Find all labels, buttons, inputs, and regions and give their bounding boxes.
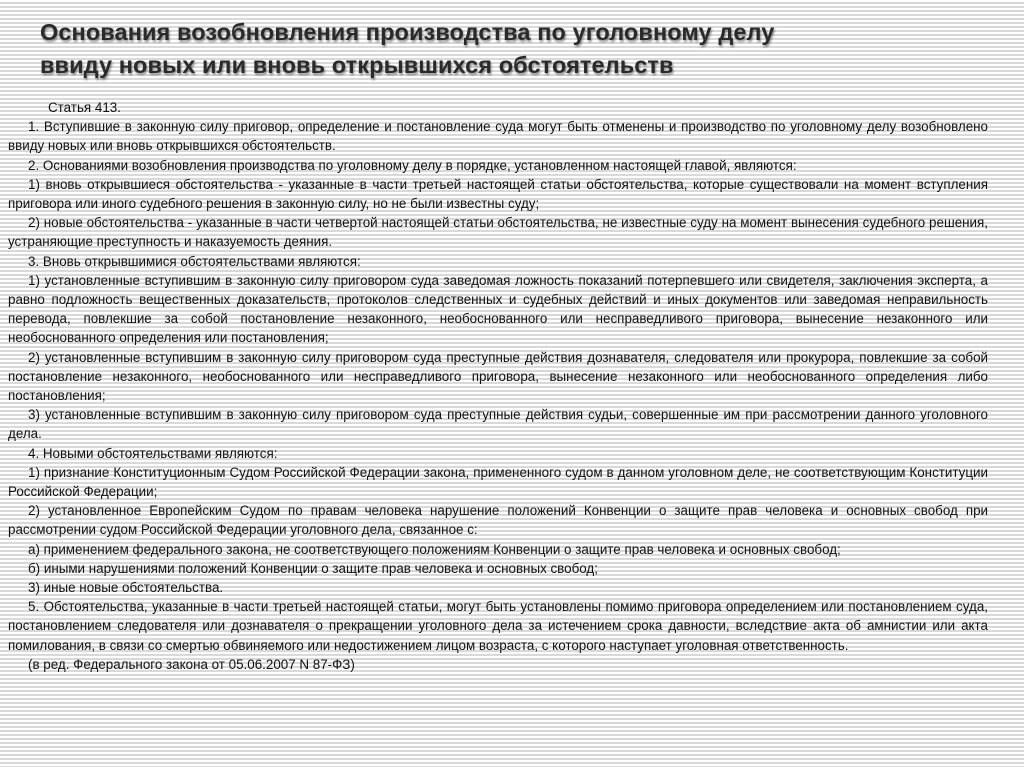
article-paragraph: 1) признание Конституционным Судом Российской Федерации закона, примененного судом в данном уголовном деле, не соответствующим Конституции Российской Федерации; xyxy=(8,464,988,500)
article-paragraph: 2) новые обстоятельства - указанные в части четвертой настоящей статьи обстоятельства, не известные суду на момент вынесения судебного решения, устраняющие преступность и наказуемость деяния. xyxy=(8,215,988,250)
article-paragraph: 4. Новыми обстоятельствами являются: xyxy=(28,445,278,461)
article-paragraph: 1) установленные вступившим в законную силу приговором суда заведомая ложность показаний потерпевшего или свидетеля, заключения эксперта, а равно подложность вещественных доказательств, протоколов следственных и судебных действий и иных документов или заведомая неправильность перевода, повлекшие за собой постановление незаконного, необоснованного или несправедливого приговора, вынесение незаконного или необоснованного определения или постановления; xyxy=(8,272,988,346)
article-paragraph: (в ред. Федерального закона от 05.06.2007 N 87-ФЗ) xyxy=(28,656,355,672)
article-paragraph: 5. Обстоятельства, указанные в части третьей настоящей статьи, могут быть установлены помимо приговора определением или постановлением суда, постановлением следователя или дознавателя о прекращении уголовного дела за истечением срока давности, вследствие акта об амнистии или акта помилования, в связи со смертью обвиняемого или недостижением лицом возраста, с которого наступает уголовная ответственность. xyxy=(8,599,988,653)
article-paragraph: 2) установленные вступившим в законную силу приговором суда преступные действия дознавателя, следователя или прокурора, повлекшие за собой постановление незаконного, необоснованного или несправедливого приговора, вынесение незаконного или необоснованного определения либо постановления; xyxy=(8,349,988,404)
article-paragraph: 1. Вступившие в законную силу приговор, определение и постановление суда могут быть отменены и производство по уголовному делу возобновлено ввиду новых или вновь открывшихся обстоятельств. xyxy=(8,119,988,154)
article-paragraph: 2. Основаниями возобновления производства по уголовному делу в порядке, установленном настоящей главой, являются: xyxy=(28,157,797,173)
article-paragraph: 3. Вновь открывшимися обстоятельствами являются: xyxy=(28,253,361,269)
article-paragraph: 2) установленное Европейским Судом по правам человека нарушение положений Конвенции о защите прав человека и основных свобод при рассмотрении судом Российской Федерации уголовного дела, связанное с: xyxy=(8,503,988,538)
slide-title-line: Основания возобновления производства по уголовному делу xyxy=(40,19,775,45)
article-paragraph: 3) установленные вступившим в законную силу приговором суда преступные действия судьи, совершенные им при рассмотрении данного уголовного дела. xyxy=(8,407,988,442)
article-paragraph: а) применением федерального закона, не соответствующего положениям Конвенции о защите прав человека и основных свобод; xyxy=(28,541,841,557)
article-heading: Статья 413. xyxy=(48,100,121,115)
article-paragraph: б) иными нарушениями положений Конвенции о защите прав человека и основных свобод; xyxy=(28,560,598,576)
article-paragraph: 1) вновь открывшиеся обстоятельства - указанные в части третьей настоящей статьи обстоятельства, которые существовали на момент вступления приговора или иного судебного решения в законную силу, но не были известны суду; xyxy=(8,176,988,212)
slide-title-line: ввиду новых или вновь открывшихся обстоятельств xyxy=(40,52,674,78)
slide-title xyxy=(40,16,1000,82)
article-paragraph: 3) иные новые обстоятельства. xyxy=(28,580,224,596)
article-body xyxy=(8,98,988,674)
